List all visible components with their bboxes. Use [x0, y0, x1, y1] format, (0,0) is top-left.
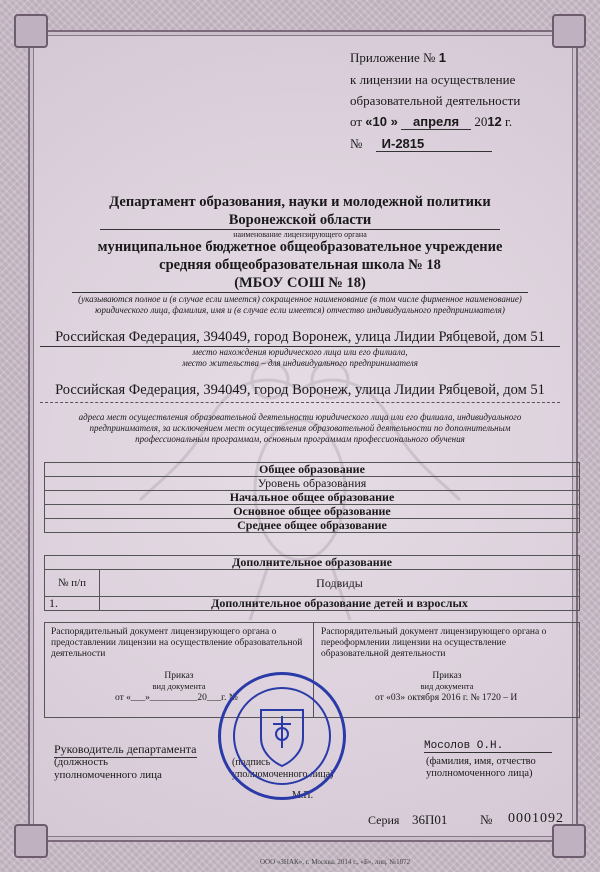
series-number: 0001092: [508, 811, 564, 826]
legal-address-caption1: место нахождения юридического лица или его филиала,: [192, 347, 408, 357]
date-year-prefix: 20: [474, 114, 488, 129]
right-doc-date: от «03» октября 2016 г. № 1720 – И: [375, 693, 518, 703]
left-doc-title: Распорядительный документ лицензирующего органа о предоставлении лицензии на осуществление образовательной деятельности: [51, 627, 303, 659]
activity-address: Российская Федерация, 394049, город Воронеж, улица Лидии Рябцевой, дом 51: [55, 382, 545, 398]
right-doc-title: Распорядительный документ лицензирующего органа о переоформлении лицензии на осуществление образовательной деятельности: [321, 627, 547, 659]
sign-caption1: (подпись: [232, 757, 271, 768]
position-caption2: уполномоченного лица: [54, 769, 162, 781]
appendix-line3: образовательной деятельности: [350, 93, 521, 108]
series-value: 36П01: [412, 812, 448, 827]
level-row: Среднее общее образование: [45, 519, 580, 533]
org-line3: (МБОУ СОШ № 18): [234, 275, 366, 291]
address-divider: [40, 402, 560, 403]
printer-imprint: ООО «ЗНАК», г. Москва, 2014 г., «Б», лиц. №1872: [260, 858, 411, 866]
legal-address-caption2: место жительства – для индивидуального предпринимателя: [182, 358, 418, 368]
appendix-number: 1: [438, 50, 446, 65]
additional-education-header: Дополнительное образование: [45, 556, 580, 570]
authority-name-line1: Департамент образования, науки и молодежной политики: [109, 194, 491, 210]
date-month: апреля: [401, 114, 471, 130]
col-no-header: № п/п: [45, 570, 100, 597]
signer-name: Мосолов О.Н.: [424, 740, 552, 753]
series-no-label: №: [480, 812, 493, 827]
appendix-label: Приложение №: [350, 50, 436, 65]
license-no-value: И-2815: [376, 136, 492, 152]
series-label: Серия: [368, 813, 400, 827]
row-name: Дополнительное образование детей и взрослых: [100, 597, 580, 611]
position-caption1: (должность: [54, 756, 109, 768]
coat-of-arms-icon: [253, 704, 311, 768]
no-label: №: [350, 136, 363, 151]
row-no: 1.: [45, 597, 100, 611]
col-sub-header: Подвиды: [100, 570, 580, 597]
left-doc-caption: вид документа: [152, 681, 206, 691]
general-education-header: Общее образование: [45, 463, 580, 477]
level-row: Начальное общее образование: [45, 491, 580, 505]
org-caption: (указываются полное и (в случае если имеется) сокращенное наименование (в том числе фирменное наименование) юридического лица, фамилия, имя и (в случае если имеется) отчество индивидуального предпринимателя): [72, 292, 528, 316]
left-doc-date: от «___»__________20___г. №: [115, 693, 238, 703]
corner-ornament: [14, 14, 48, 48]
sign-caption2: уполномоченного лица): [232, 769, 334, 780]
authority-caption: наименование лицензирующего органа: [100, 229, 500, 239]
date-prefix: от: [350, 114, 363, 129]
level-header: Уровень образования: [45, 477, 580, 491]
name-caption2: уполномоченного лица): [426, 768, 533, 779]
corner-ornament: [552, 14, 586, 48]
org-line1: муниципальное бюджетное общеобразовательное учреждение: [97, 239, 503, 255]
right-doc-type: Приказ: [432, 671, 462, 681]
authority-name-line2: Воронежской области: [228, 212, 372, 228]
corner-ornament: [552, 824, 586, 858]
appendix-title: [350, 50, 446, 66]
additional-education-table: [44, 555, 580, 611]
appendix-date: [350, 114, 512, 130]
legal-address: Российская Федерация, 394049, город Воронеж, улица Лидии Рябцевой, дом 51: [40, 328, 560, 347]
mp-label: М.П.: [292, 790, 314, 801]
signer-position: Руководитель департамента: [54, 742, 197, 756]
name-caption1: (фамилия, имя, отчество: [426, 756, 536, 767]
right-doc-caption: вид документа: [420, 681, 474, 691]
general-education-table: [44, 462, 580, 533]
date-suffix: г.: [505, 114, 513, 129]
corner-ornament: [14, 824, 48, 858]
date-year: 12: [487, 114, 502, 129]
appendix-line2: к лицензии на осуществление: [350, 72, 516, 87]
org-line2: средняя общеобразовательная школа № 18: [159, 257, 441, 273]
official-stamp: [218, 672, 346, 800]
activity-address-caption: адреса мест осуществления образовательной деятельности юридического лица или его филиала, индивидуального предпринимателя, за исключением мест осуществления образовательной деятельности по дополнительным профессиональным программам, основным программам профессионального обучения: [78, 412, 522, 444]
date-day: «10 »: [365, 114, 398, 129]
level-row: Основное общее образование: [45, 505, 580, 519]
left-doc-type: Приказ: [164, 671, 194, 681]
license-number: [350, 136, 492, 152]
